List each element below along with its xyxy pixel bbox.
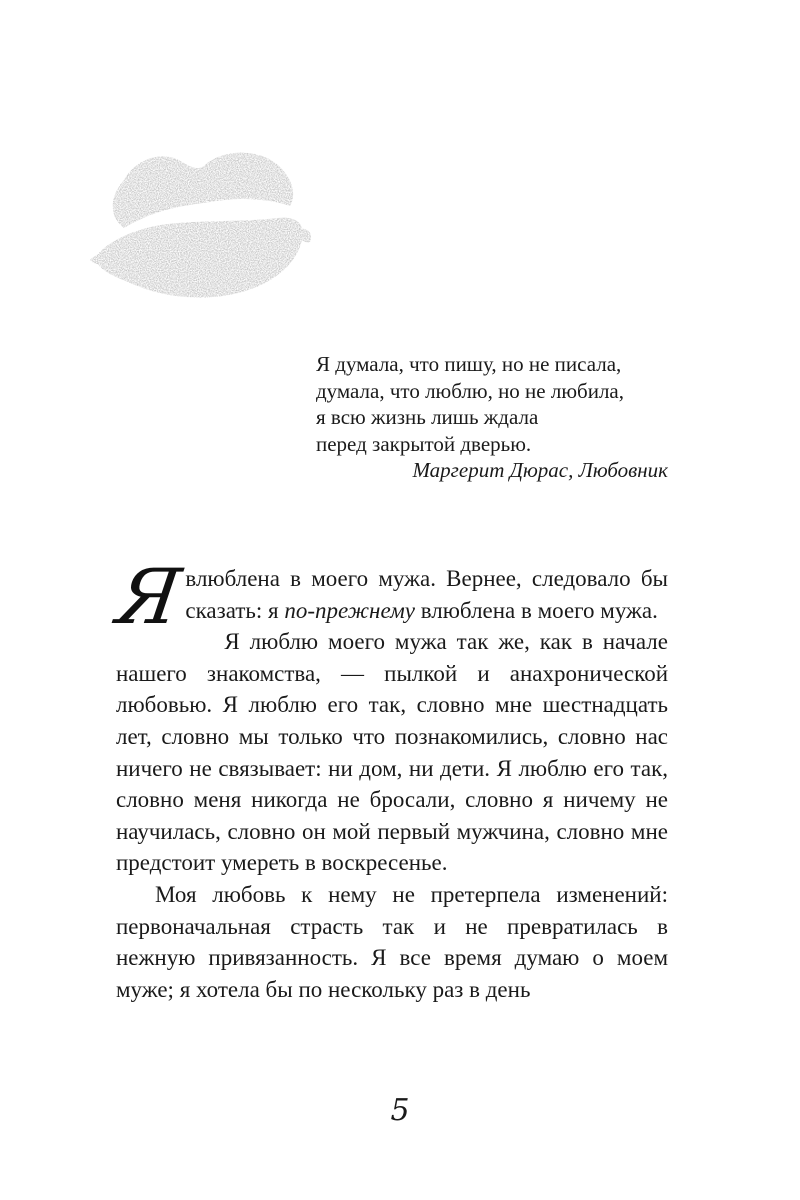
epigraph-line: я всю жизнь лишь ждала [316,405,539,429]
paragraph-1-emphasis: по-прежнему [284,597,415,623]
epigraph-attribution: Маргерит Дюрас, Любовник [412,458,668,482]
paragraph-1-text: влюблена в моего мужа. Вернее, следовало бы сказать: я [185,566,668,623]
paragraph-1-text-end: влюблена в моего мужа. [414,597,658,623]
epigraph [316,351,668,484]
epigraph-line: думала, что люблю, но не любила, [316,378,625,403]
chapter-text [111,552,668,1005]
lipstick-kiss-icon [84,136,316,304]
epigraph-line: Я думала, что пишу, но не писала, [316,352,622,376]
drop-cap: Я [111,552,186,641]
page-number: 5 [390,1093,410,1128]
paragraph-3: Моя любовь к нему не претерпела изменений: первоначальная страсть так и не превратилась в нежную привязанность. Я все время думаю о моем муже; я хотела бы по нескольку раз в день [116,881,668,1002]
paragraph-2: Я люблю моего мужа так же, как в начале нашего знакомства, — пылкой и анахронической любовью. Я люблю его так, словно мне шестнадцать лет, словно мы только что познакомились, словно нас ничего не связывает: ни дом, ни дети. Я люблю его так, словно меня никогда не бросали, словно я ничему не научилась, словно он мой первый мужчина, словно мне предстоит умереть в воскресенье. [116,629,668,876]
paragraph-1 [111,552,668,641]
epigraph-line: перед закрытой дверью. [316,431,532,456]
